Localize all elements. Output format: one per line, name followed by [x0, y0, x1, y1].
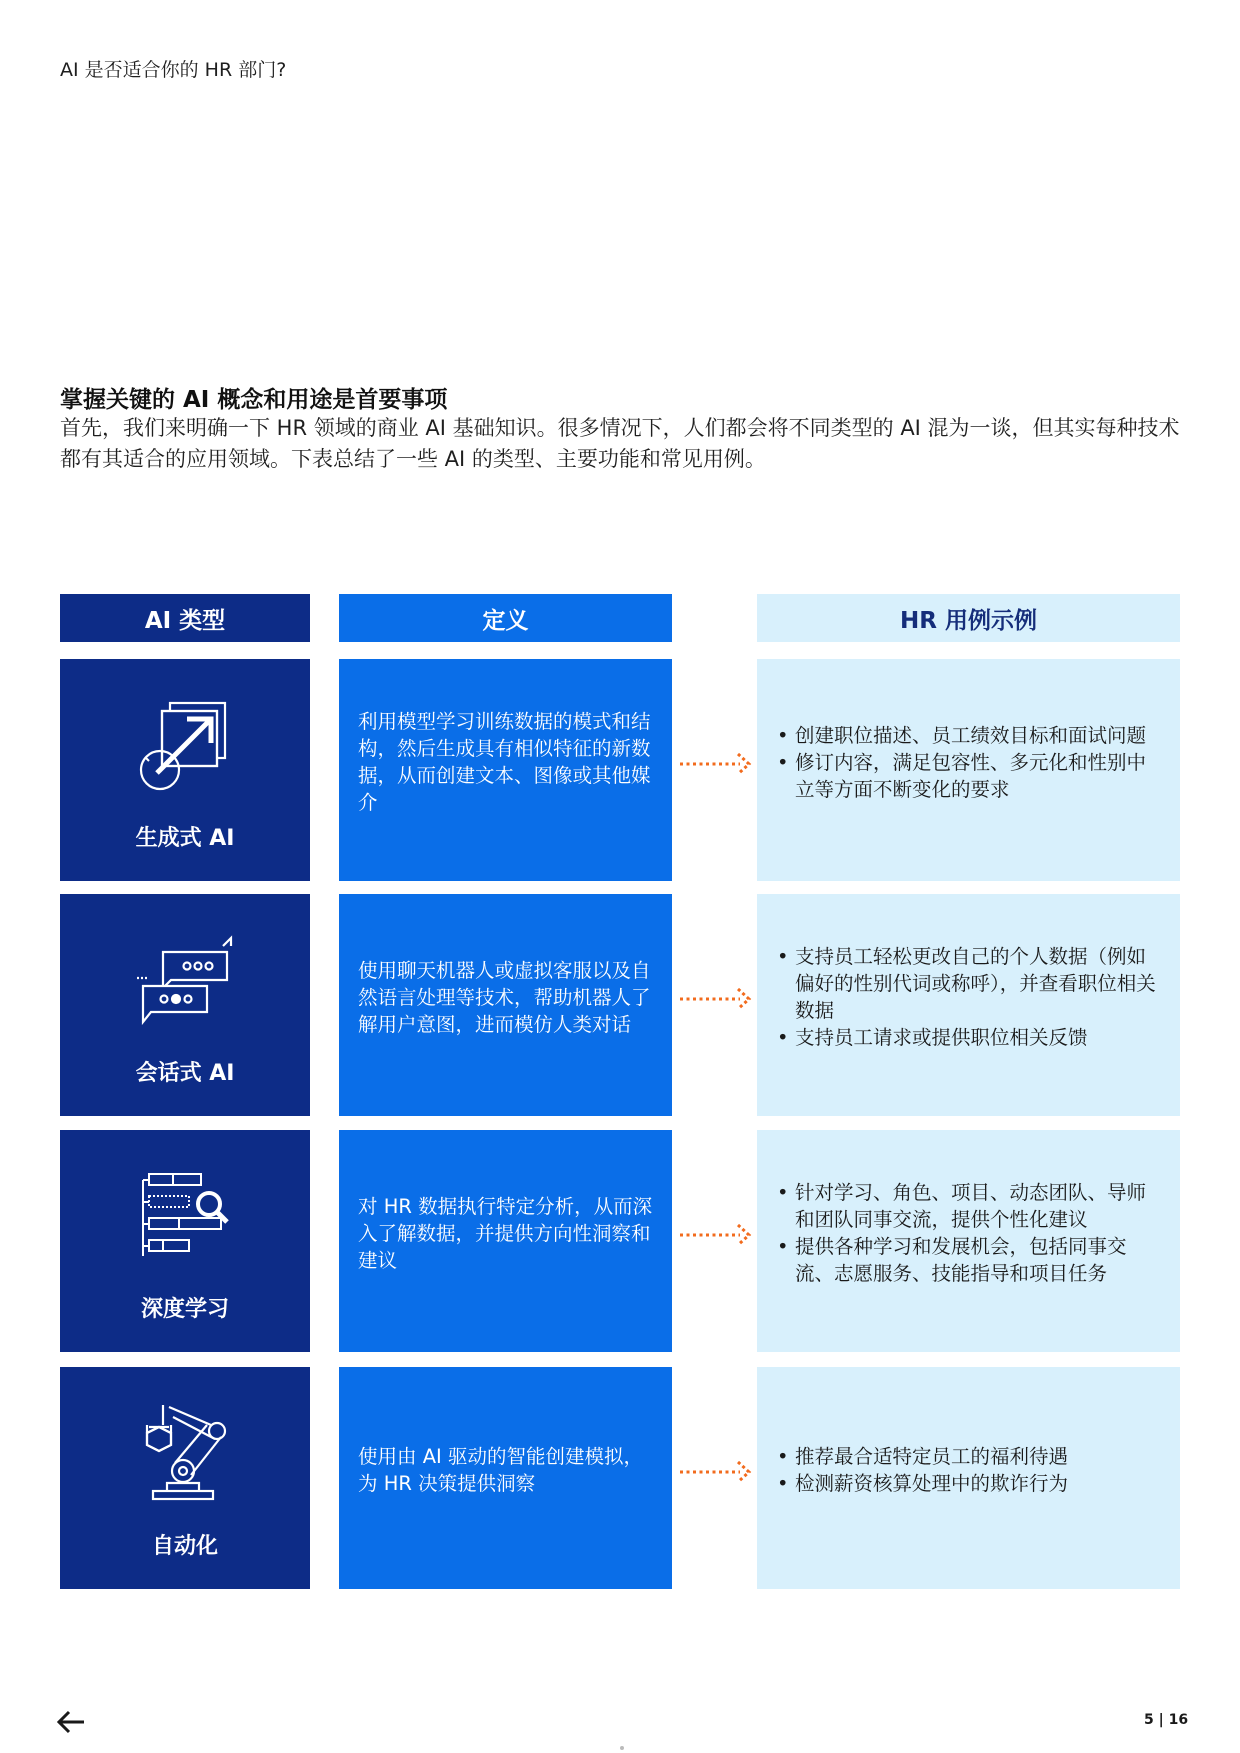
- ai-type-label: 生成式 AI: [135, 826, 235, 851]
- dotted-arrow-icon: [678, 985, 754, 1013]
- use-case-item: • 修订内容，满足包容性、多元化和性别中立等方面不断变化的要求: [777, 749, 1160, 803]
- ai-type-label: 深度学习: [140, 1297, 229, 1322]
- use-case-list: [757, 1179, 1180, 1287]
- use-case-list: [757, 943, 1180, 1051]
- use-case-cell: [757, 1130, 1180, 1352]
- page-number: 5 | 16: [1144, 1712, 1189, 1728]
- intro-paragraph: 首先，我们来明确一下 HR 领域的商业 AI 基础知识。很多情况下，人们都会将不同类型的 AI 混为一谈，但其实每种技术都有其适合的应用领域。下表总结了一些 AI 的类型、主要功能和常见用例。: [60, 416, 1180, 471]
- use-case-item: • 推荐最合适特定员工的福利待遇: [777, 1443, 1068, 1470]
- definition-cell: [339, 659, 672, 881]
- dotted-arrow-icon: [678, 1221, 754, 1249]
- chat-bubbles-icon: [135, 930, 235, 1030]
- column-header-ai-type: AI 类型: [60, 594, 310, 642]
- robot-arm-icon: [135, 1403, 235, 1503]
- ai-type-cell: [60, 659, 310, 881]
- ai-type-cell: [60, 1367, 310, 1589]
- column-header-definition: 定义: [339, 594, 672, 642]
- ai-type-cell: [60, 894, 310, 1116]
- ai-type-label: 自动化: [151, 1534, 218, 1559]
- ai-type-label: 会话式 AI: [135, 1061, 235, 1086]
- use-case-list: [757, 1443, 1088, 1497]
- table-row: [0, 1130, 1240, 1352]
- section-title: 掌握关键的 AI 概念和用途是首要事项: [60, 387, 448, 413]
- definition-text: 使用由 AI 驱动的智能创建模拟，为 HR 决策提供洞察: [358, 1445, 643, 1495]
- use-case-item: • 针对学习、角色、项目、动态团队、导师和团队同事交流，提供个性化建议: [777, 1179, 1160, 1233]
- definition-cell: [339, 1130, 672, 1352]
- definition-cell: [339, 894, 672, 1116]
- table-row: [0, 894, 1240, 1116]
- definition-cell: [339, 1367, 672, 1589]
- definition-text: 对 HR 数据执行特定分析，从而深入了解数据，并提供方向性洞察和建议: [358, 1194, 653, 1272]
- table-row: [0, 1367, 1240, 1589]
- column-header-use-cases: HR 用例示例: [757, 594, 1180, 642]
- table-row: [0, 659, 1240, 881]
- use-case-item: • 创建职位描述、员工绩效目标和面试问题: [777, 722, 1160, 749]
- use-case-item: • 支持员工轻松更改自己的个人数据（例如偏好的性别代词或称呼），并查看职位相关数据: [777, 943, 1160, 1024]
- use-case-item: • 提供各种学习和发展机会，包括同事交流、志愿服务、技能指导和项目任务: [777, 1233, 1160, 1287]
- use-case-cell: [757, 659, 1180, 881]
- use-case-item: • 检测薪资核算处理中的欺诈行为: [777, 1470, 1068, 1497]
- definition-text: 使用聊天机器人或虚拟客服以及自然语言处理等技术，帮助机器人了解用户意图，进而模仿人类对话: [358, 958, 651, 1036]
- dotted-arrow-icon: [678, 750, 754, 778]
- running-head: AI 是否适合你的 HR 部门?: [60, 59, 287, 81]
- arrow-left-icon[interactable]: [56, 1710, 86, 1734]
- generative-icon: [135, 695, 235, 795]
- use-case-list: [757, 722, 1180, 803]
- use-case-cell: [757, 894, 1180, 1116]
- definition-text: 利用模型学习训练数据的模式和结构，然后生成具有相似特征的新数据，从而创建文本、图像或其他媒介: [358, 710, 651, 814]
- data-search-icon: [135, 1166, 235, 1266]
- ai-type-cell: [60, 1130, 310, 1352]
- dotted-arrow-icon: [678, 1458, 754, 1486]
- use-case-cell: [757, 1367, 1180, 1589]
- page-indicator-dot: [620, 1746, 624, 1750]
- use-case-item: • 支持员工请求或提供职位相关反馈: [777, 1024, 1160, 1051]
